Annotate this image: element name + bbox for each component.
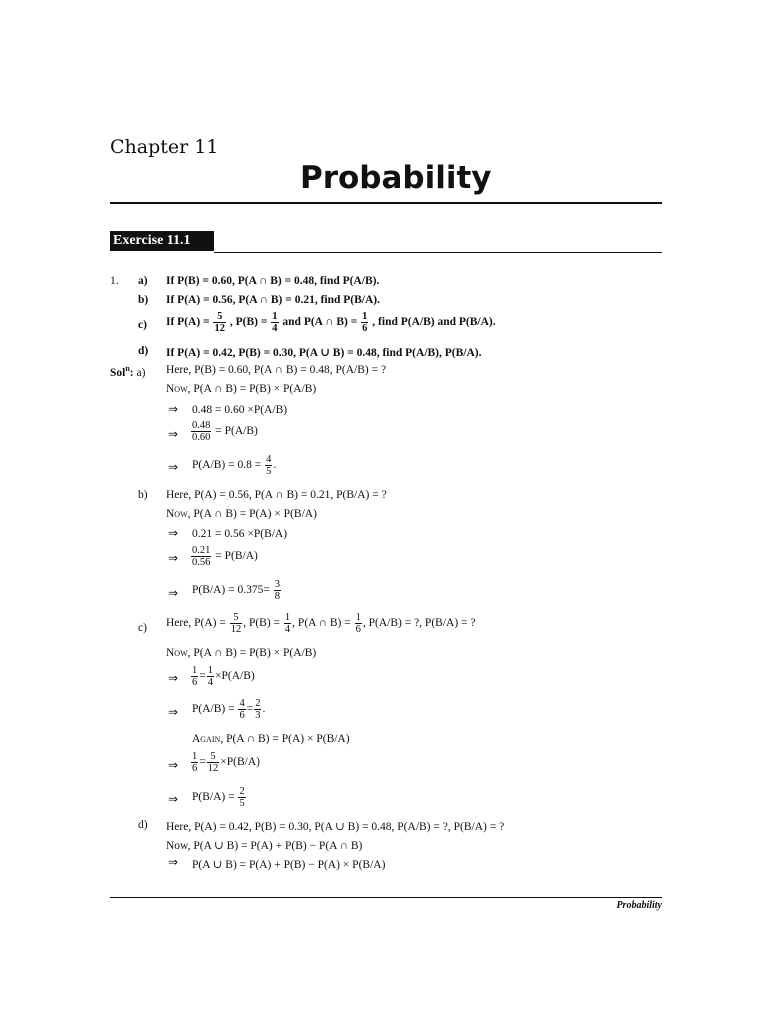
question-c-fraction-pb: $\frac{1}{4}$ — [272, 311, 278, 334]
footer-rule — [110, 897, 662, 898]
implies-arrow: ⇒ — [168, 460, 179, 474]
implies-arrow: ⇒ — [168, 671, 179, 685]
question-d-label: d) — [138, 345, 149, 357]
question-number: 1. — [110, 275, 119, 287]
footer-running-title: Probability — [616, 900, 662, 911]
solution-c-now: Now, P(A ∩ B) = P(B) × P(A/B) — [166, 647, 317, 659]
solution-d-label: d) — [138, 819, 148, 831]
question-c-text1: If P(A) = — [166, 316, 210, 329]
question-c-fraction-pa: $\frac{5}{12}$ — [214, 311, 225, 334]
implies-arrow: ⇒ — [168, 758, 179, 772]
exercise-banner — [110, 231, 214, 251]
solution-b-given: Here, P(A) = 0.56, P(A ∩ B) = 0.21, P(B/A) = ? — [166, 489, 387, 501]
solution-d-now: Now, P(A ∪ B) = P(A) + P(B) − P(A ∩ B) — [166, 840, 363, 852]
solution-a-label: a) — [136, 366, 146, 379]
question-c-line — [166, 311, 496, 334]
implies-arrow: ⇒ — [168, 551, 179, 565]
solution-c-again: Again, P(A ∩ B) = P(A) × P(B/A) — [192, 733, 350, 745]
question-a-label: a) — [138, 275, 148, 287]
solution-c-step4: P(B/A) = $\frac{2}{5}$ — [192, 786, 245, 809]
solution-label: Sol$^n$: a) — [110, 364, 146, 379]
solution-a-now: Now, P(A ∩ B) = P(B) × P(A/B) — [166, 383, 317, 395]
question-c-text3: and P(A ∩ B) = — [282, 316, 358, 329]
question-c-fraction-pab: $\frac{1}{6}$ — [362, 311, 368, 334]
solution-b-step2: $\frac{0.21}{0.56}$ = P(B/A) — [192, 545, 258, 568]
solution-c-label: c) — [138, 622, 147, 634]
implies-arrow: ⇒ — [168, 427, 179, 441]
title-rule — [110, 202, 662, 204]
question-b-text: If P(A) = 0.56, P(A ∩ B) = 0.21, find P(B/A). — [166, 294, 380, 306]
implies-arrow: ⇒ — [168, 855, 179, 869]
solution-b-step1: 0.21 = 0.56 ×P(B/A) — [192, 528, 288, 540]
question-a-text: If P(B) = 0.60, P(A ∩ B) = 0.48, find P(A/B). — [166, 275, 380, 287]
solution-a-step1: 0.48 = 0.60 ×P(A/B) — [192, 404, 288, 416]
implies-arrow: ⇒ — [168, 792, 179, 806]
solution-a-step2: $\frac{0.48}{0.60}$ = P(A/B) — [192, 420, 258, 443]
solution-d-given: Here, P(A) = 0.42, P(B) = 0.30, P(A ∪ B) = 0.48, P(A/B) = ?, P(B/A) = ? — [166, 821, 505, 833]
exercise-rule — [214, 252, 662, 253]
solution-a-step3: P(A/B) = 0.8 = $\frac{4}{5}$ . — [192, 454, 277, 477]
solution-c-step1: $\frac{1}{6}$ = $\frac{1}{4}$ ×P(A/B) — [192, 665, 255, 688]
solution-b-now: Now, P(A ∩ B) = P(A) × P(B/A) — [166, 508, 317, 520]
implies-arrow: ⇒ — [168, 705, 179, 719]
solution-b-label: b) — [138, 489, 148, 501]
solution-a-given: Here, P(B) = 0.60, P(A ∩ B) = 0.48, P(A/B) = ? — [166, 364, 387, 376]
solution-b-step3: P(B/A) = 0.375= $\frac{3}{8}$ — [192, 579, 280, 602]
solution-c-step2: P(A/B) = $\frac{4}{6}$ = $\frac{2}{3}$ . — [192, 698, 266, 721]
chapter-number: Chapter 11 — [110, 136, 219, 158]
solution-c-step3: $\frac{1}{6}$ = $\frac{5}{12}$ ×P(B/A) — [192, 751, 260, 774]
implies-arrow: ⇒ — [168, 402, 179, 416]
solution-d-step1: P(A ∪ B) = P(A) + P(B) − P(A) × P(B/A) — [192, 859, 386, 871]
solution-c-given: Here, P(A) = $\frac{5}{12}$ , P(B) = $\frac{1}{4}$ , P(A ∩ B) = $\frac{1}{6}$ , P(A/B) = ?, P(B/A) = ? — [166, 612, 476, 635]
question-c-label: c) — [138, 319, 147, 331]
implies-arrow: ⇒ — [168, 586, 179, 600]
implies-arrow: ⇒ — [168, 526, 179, 540]
exercise-label: Exercise 11.1 — [113, 233, 191, 248]
page-title: Probability — [300, 160, 492, 196]
question-b-label: b) — [138, 294, 149, 306]
question-d-text: If P(A) = 0.42, P(B) = 0.30, P(A ∪ B) = 0.48, find P(A/B), P(B/A). — [166, 347, 482, 359]
question-c-text2: , P(B) = — [229, 316, 268, 329]
question-c-text4: , find P(A/B) and P(B/A). — [372, 316, 496, 329]
